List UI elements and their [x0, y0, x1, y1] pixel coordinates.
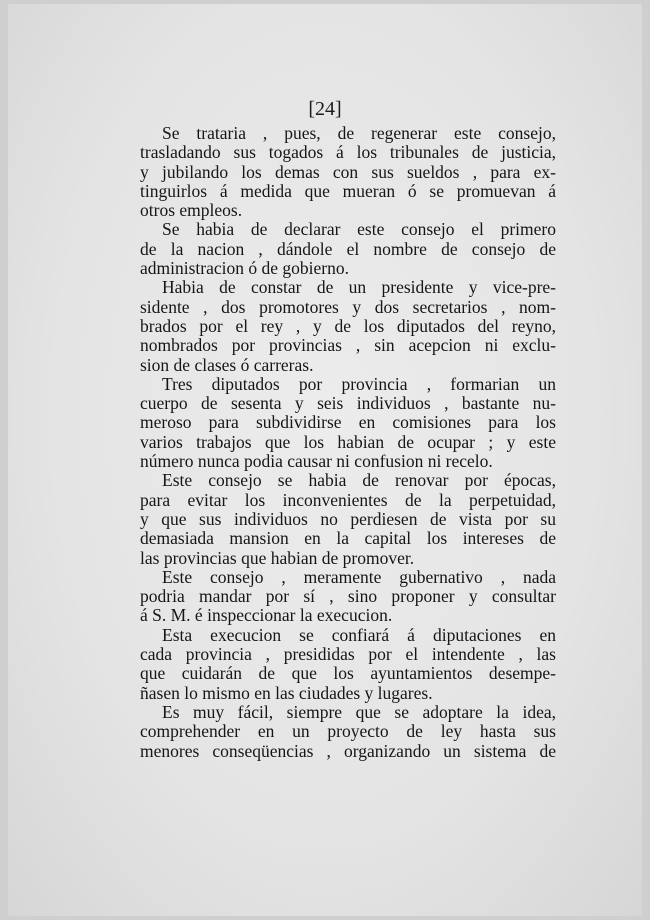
text-line: tinguirlos á medida que mueran ó se promuevan á: [140, 180, 556, 201]
text-line: meroso para subdividirse en comisiones para los: [140, 412, 556, 433]
text-line: de la nacion , dándole el nombre de consejo de: [140, 238, 556, 259]
text-line: sidente , dos promotores y dos secretarios , nom-: [140, 296, 556, 317]
text-line: Este consejo se habia de renovar por épocas,: [162, 470, 556, 491]
text-line: comprehender en un proyecto de ley hasta sus: [140, 721, 556, 742]
text-line: Tres diputados por provincia , formarian un: [162, 373, 556, 394]
text-line: Este consejo , meramente gubernativo , nada: [162, 566, 556, 587]
text-line: número nunca podia causar ni confusion ni recelo.: [140, 451, 493, 472]
text-line: menores conseqüencias , organizando un sistema de: [140, 740, 556, 761]
text-line: trasladando sus togados á los tribunales de justicia,: [140, 142, 556, 163]
text-line: administracion ó de gobierno.: [140, 258, 349, 279]
text-line: las provincias que habian de promover.: [140, 547, 415, 568]
text-line: Se habia de declarar este consejo el primero: [162, 219, 556, 240]
text-line: podria mandar por sí , sino proponer y consultar: [140, 586, 556, 607]
text-line: otros empleos.: [140, 200, 243, 221]
text-line: sion de clases ó carreras.: [140, 354, 314, 375]
text-line: que cuidarán de que los ayuntamientos desempe-: [140, 663, 556, 684]
text-line: y que sus individuos no perdiesen de vista por su: [140, 508, 556, 529]
text-line: varios trabajos que los habian de ocupar ; y este: [140, 431, 556, 452]
text-line: y jubilando los demas con sus sueldos , para ex-: [140, 161, 556, 182]
text-line: brados por el rey , y de los diputados del reyno,: [140, 315, 556, 336]
text-line: para evitar los inconvenientes de la perpetuidad,: [140, 489, 556, 510]
text-line: Se trataria , pues, de regenerar este consejo,: [162, 123, 556, 143]
text-line: cada provincia , presididas por el intendente , las: [140, 644, 556, 665]
text-line: ñasen lo mismo en las ciudades y lugares.: [140, 682, 433, 703]
text-line: Esta execucion se confiará á diputaciones en: [162, 624, 556, 645]
text-line: cuerpo de sesenta y seis individuos , bastante nu-: [140, 393, 556, 414]
text-line: nombrados por provincias , sin acepcion ni exclu-: [140, 335, 556, 356]
text-line: demasiada mansion en la capital los intereses de: [140, 528, 556, 549]
page-number: [24]: [308, 98, 342, 120]
text-line: Es muy fácil, siempre que se adoptare la idea,: [162, 701, 556, 722]
text-line: Habia de constar de un presidente y vice-pre-: [162, 277, 556, 298]
page-body-text: [140, 124, 556, 761]
text-line: á S. M. é inspeccionar la execucion.: [140, 605, 393, 626]
